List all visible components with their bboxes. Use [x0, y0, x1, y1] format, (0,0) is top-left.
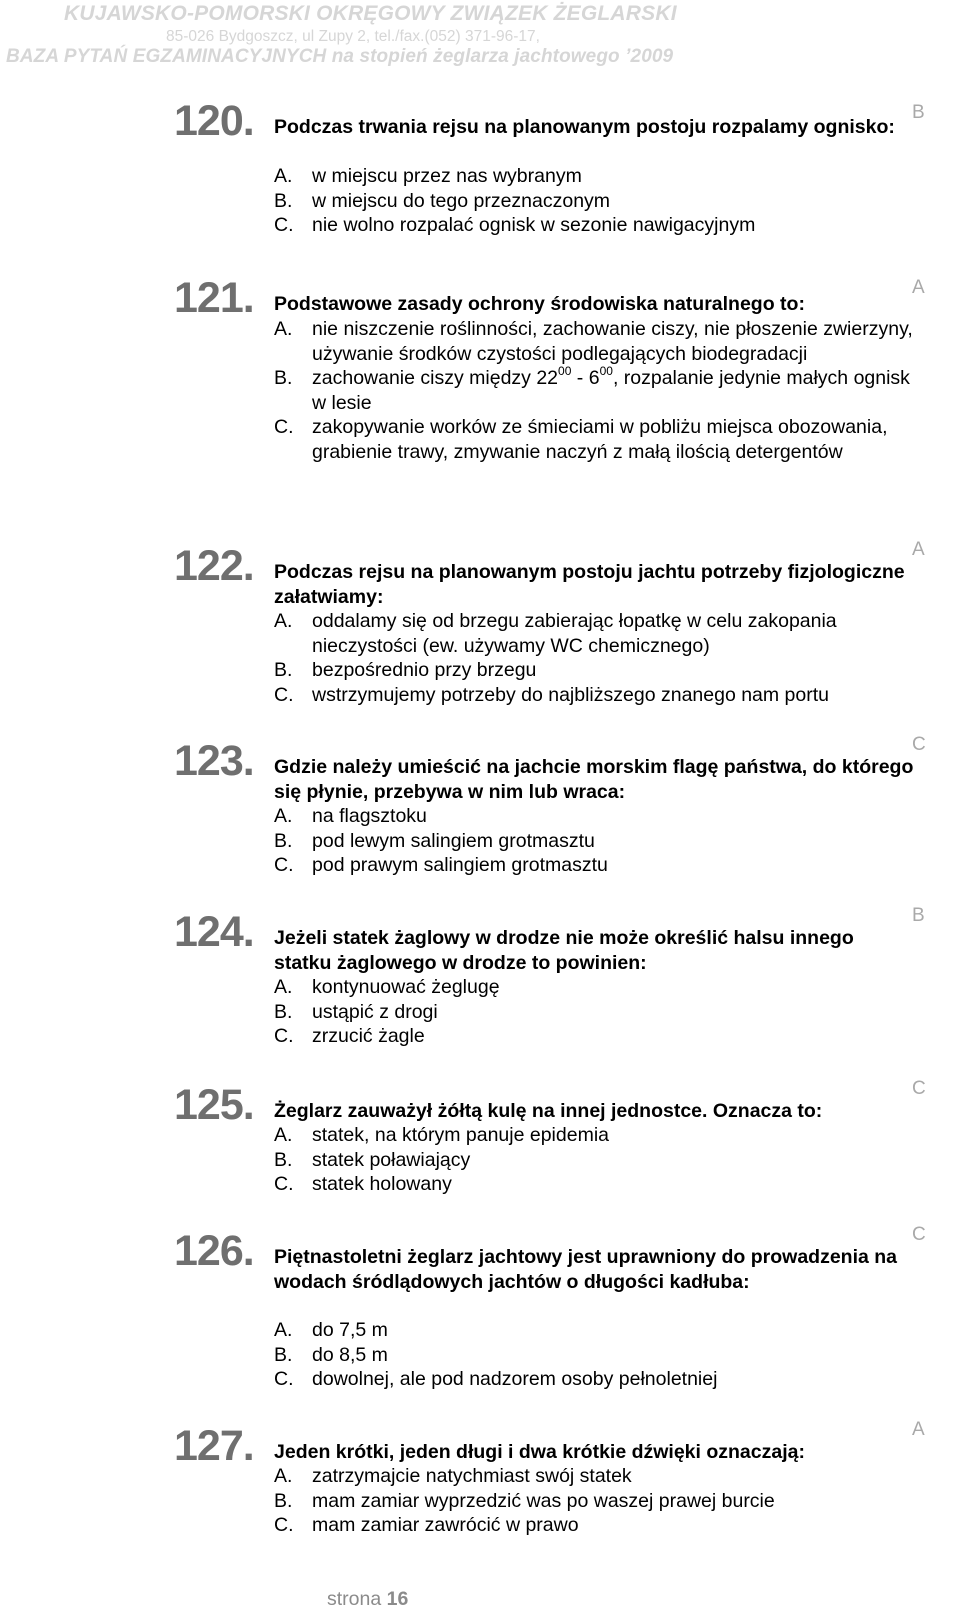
question-text: Podstawowe zasady ochrony środowiska naturalnego to: — [274, 293, 805, 315]
option-b: B. do 8,5 m — [274, 1343, 388, 1366]
answer-options — [274, 1318, 914, 1392]
question-text: Żeglarz zauważył żółtą kulę na innej jednostce. Oznacza to: — [274, 1100, 823, 1122]
answer-options — [274, 975, 914, 1049]
option-a: A. w miejscu przez nas wybranym — [274, 165, 582, 187]
question-text: Jeden krótki, jeden długi i dwa krótkie dźwięki oznaczają: — [274, 1441, 805, 1463]
question-number: 125. — [174, 1081, 254, 1129]
option-c: C. dowolnej, ale pod nadzorem osoby pełnoletniej — [274, 1368, 718, 1390]
question-number: 127. — [174, 1422, 254, 1470]
question-number: 126. — [174, 1227, 254, 1275]
correct-answer: A — [912, 277, 925, 298]
option-a: A. na flagsztoku — [274, 805, 427, 827]
option-a: A. kontynuować żeglugę — [274, 976, 500, 998]
question-number: 121. — [174, 274, 254, 322]
question-number: 124. — [174, 908, 254, 956]
question-number: 123. — [174, 737, 254, 785]
option-c: C. mam zamiar zawrócić w prawo — [274, 1514, 579, 1536]
header-address: 85-026 Bydgoszcz, ul Zupy 2, tel./fax.(052) 371-96-17, — [166, 28, 540, 45]
answer-options — [274, 1464, 914, 1538]
header-question-bank-title: BAZA PYTAŃ EGZAMINACYJNYCH na stopień żeglarza jachtowego ’2009 — [6, 46, 674, 67]
page-label: strona — [327, 1588, 382, 1610]
option-a: A. zatrzymajcie natychmiast swój statek — [274, 1465, 632, 1487]
option-c: C. statek holowany — [274, 1173, 452, 1195]
option-b: B. mam zamiar wyprzedzić was po waszej prawej burcie — [274, 1489, 775, 1512]
question-text: Podczas trwania rejsu na planowanym postoju rozpalamy ognisko: — [274, 116, 895, 138]
page-footer — [327, 1588, 408, 1611]
correct-answer: B — [912, 102, 925, 123]
option-b: B. bezpośrednio przy brzegu — [274, 659, 537, 681]
option-b: B. ustąpić z drogi — [274, 1000, 438, 1023]
question-text: Gdzie należy umieścić na jachcie morskim flagę państwa, do którego się płynie, przebywa w nim lub wraca: — [274, 756, 914, 803]
option-a: A. oddalamy się od brzegu zabierając łopatkę w celu zakopania nieczystości (ew. używamy WC chemicznego) — [274, 610, 837, 657]
correct-answer: C — [912, 734, 926, 755]
correct-answer: B — [912, 905, 925, 926]
question-number: 120. — [174, 97, 254, 145]
answer-options — [274, 1123, 914, 1197]
option-c: C. pod prawym salingiem grotmasztu — [274, 854, 608, 876]
answer-options — [274, 609, 914, 707]
option-b: B. statek poławiający — [274, 1148, 471, 1171]
option-a: A. do 7,5 m — [274, 1319, 388, 1341]
question-number: 122. — [174, 542, 254, 590]
correct-answer: A — [912, 539, 925, 560]
option-c: C. wstrzymujemy potrzeby do najbliższego znanego nam portu — [274, 683, 830, 706]
option-b: B. pod lewym salingiem grotmasztu — [274, 829, 595, 852]
answer-options — [274, 804, 914, 878]
correct-answer: C — [912, 1078, 926, 1099]
correct-answer: A — [912, 1419, 925, 1440]
option-a: A. statek, na którym panuje epidemia — [274, 1124, 609, 1146]
answer-options — [274, 317, 914, 464]
option-c: C. zakopywanie worków ze śmieciami w pobliżu miejsca obozowania, grabienie trawy, zmywanie naczyń z małą ilością detergentów — [274, 416, 888, 463]
question-text: Jeżeli statek żaglowy w drodze nie może określić halsu innego statku żaglowego w drodze to powinien: — [274, 927, 854, 974]
option-a: A. nie niszczenie roślinności, zachowanie ciszy, nie płoszenie zwierzyny, używanie środków czystości podlegających biodegradacji — [274, 318, 913, 365]
page-number: 16 — [386, 1588, 409, 1610]
option-b: B. zachowanie ciszy między $22^{00} - 6^{00}$, rozpalanie jedynie małych ognisk w lesie — [274, 363, 910, 414]
answer-options — [274, 164, 914, 238]
option-c: C. nie wolno rozpalać ognisk w sezonie nawigacyjnym — [274, 214, 756, 236]
option-b: B. w miejscu do tego przeznaczonym — [274, 189, 611, 212]
question-text: Podczas rejsu na planowanym postoju jachtu potrzeby fizjologiczne załatwiamy: — [274, 561, 905, 608]
question-text: Piętnastoletni żeglarz jachtowy jest uprawniony do prowadzenia na wodach śródlądowych jachtów o długości kadłuba: — [274, 1246, 898, 1293]
correct-answer: C — [912, 1224, 926, 1245]
header-organization: KUJAWSKO-POMORSKI OKRĘGOWY ZWIĄZEK ŻEGLARSKI — [64, 2, 677, 25]
option-c: C. zrzucić żagle — [274, 1025, 425, 1047]
